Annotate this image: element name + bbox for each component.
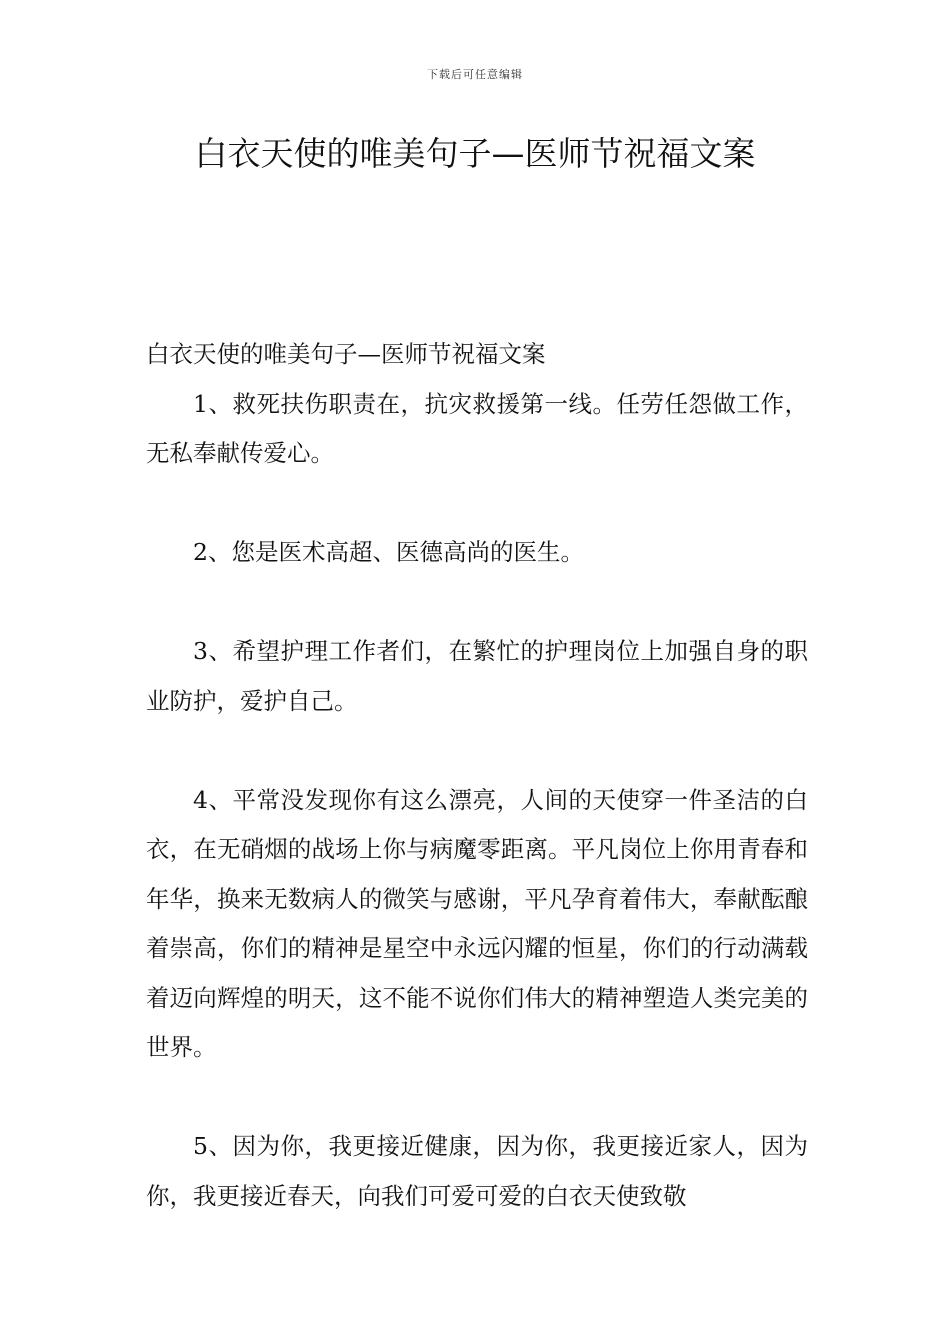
paragraph-2: 2、您是医术高超、医德高尚的医生。 — [193, 538, 584, 566]
header-note: 下载后可任意编辑 — [427, 68, 523, 81]
document-title: 白衣天使的唯美句子—医师节祝福文案 — [194, 134, 756, 173]
paragraph-gap — [146, 578, 808, 628]
document-body — [146, 330, 808, 1221]
paragraph-1: 1、救死扶伤职责在，抗灾救援第一线。任劳任怨做工作，无私奉献传爱心。 — [146, 389, 808, 467]
body-subtitle: 白衣天使的唯美句子—医师节祝福文案 — [146, 340, 546, 368]
paragraph-gap — [146, 726, 808, 776]
paragraph-gap — [146, 1073, 808, 1123]
paragraph-gap — [146, 479, 808, 529]
paragraph-5: 5、因为你，我更接近健康，因为你，我更接近家人，因为你，我更接近春天，向我们可爱可爱的白衣天使致敬 — [146, 1132, 808, 1210]
paragraph-4: 4、平常没发现你有这么漂亮，人间的天使穿一件圣洁的白衣，在无硝烟的战场上你与病魔零距离。平凡岗位上你用青春和年华，换来无数病人的微笑与感谢，平凡孕育着伟大，奉献酝酿着崇高，你们的精神是星空中永远闪耀的恒星，你们的行动满载着迈向辉煌的明天，这不能不说你们伟大的精神塑造人类完美的世界。 — [146, 785, 808, 1061]
paragraph-3: 3、希望护理工作者们，在繁忙的护理岗位上加强自身的职业防护，爱护自己。 — [146, 637, 808, 715]
